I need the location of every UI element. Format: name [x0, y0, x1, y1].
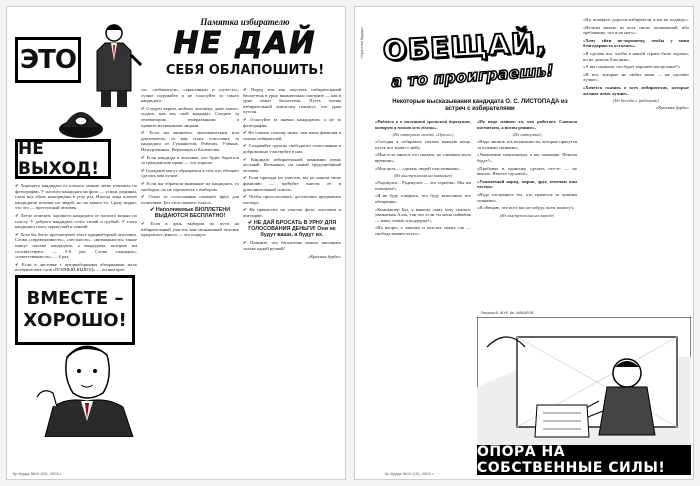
left-page [6, 6, 346, 480]
page-footer: Кр.бурда №10 (15), 2003 г. [13, 471, 62, 476]
left-header [147, 17, 343, 78]
page-footer: Кр.бурда №10 (15), 2003 г. [385, 471, 434, 476]
quote: «А вы слышали, что будет хорошее настроение?» [583, 64, 681, 70]
quote: «Нельзы махать из всех своих полномочий, ибо требование, что я не могу». [583, 24, 689, 36]
right-column-1 [375, 119, 471, 475]
paragraph: ✔ Отказ от голосования означает вред для политиков. Без этого вашего голоса. [141, 194, 239, 205]
paragraph: ✔ Граждане могут обращаться к тем, кто обещает сделать вам лучше. [141, 167, 239, 179]
quote: «Я обещаю, что всех вас не забуду, всем помогу!» [477, 205, 575, 211]
paragraph: ✔ Если кандидат в листовке, что будет бороться за гражданские права — это хорошо. [141, 154, 239, 166]
paragraph: ✔ Если вы являетесь экономическим или дипломатом, то вам стоит голосовать за кандидата от Гуманистов, Рабочих, Учёных, Нетоделенных, Верующих и Казачества. [141, 130, 239, 152]
quote: «Не надо менять то, что работает. Сначала посчитаем, а потом решим». [477, 119, 577, 130]
quote-source: (Из интервью газете «Ореол») [392, 132, 454, 138]
paragraph: ✔ Кандидат избирательной компании очень честный. Возможно, он самый трудолюбивый человек. [243, 156, 341, 173]
quote: «Надо лишить тех возможности, которые прячутся за чужими спинами». [477, 139, 577, 150]
paragraph: ✔ Если в день выборов по пути на избирательный участок вам незнакомый человек предлагает деньги — это подкуп. [141, 221, 239, 238]
paragraph: ✔ Не ставьте галочку ниже, чем ваша фамилия в списке избирателей. [243, 130, 341, 141]
section-header: ✔ НЕ ДАЙ БРОСАТЬ В УРНУ ДЛЯ ГОЛОСОВАНИЯ ДЕНЬГИ! Они не будут ваши, а будут их. [247, 220, 337, 239]
paragraph: ✔ Следует верить любому человеку, даже такого, ходите, как мы свой кандидат. Следите за телевизором, генеральными и правительственными лицами. [141, 105, 239, 128]
quote-source: (Из интервью) [512, 132, 542, 138]
vertical-label: «Красная бурда» [359, 27, 364, 59]
badge-vmeste-line2: ХОРОШО! [23, 310, 127, 331]
page-title-line2: а то проиграешь! [390, 60, 555, 91]
paragraph: ✔ Не приносите на участок фото, листовки и агитацию. [243, 207, 341, 218]
paragraph: ✔ Если в листовке с предвыборными обещаниями мало истерических слов «ПОЛНЫЙ ВЫВОД» — он вам врёт. [15, 261, 137, 273]
page-title: НЕ ДАЙ [173, 26, 317, 61]
paragraph: ✔ Если приходя на участок, вы не нашли свою фамилию — требуйте внести её в дополнительный список. [243, 175, 341, 192]
quote: «Родился я в маленькой уральской деревушке, которую я помню всю жизнь». [375, 119, 471, 130]
paragraph: ✔ Голосуйте за живых кандидатов, а не за фотографии. [243, 116, 341, 128]
section-header: ✔ Наполняемые БЮЛЛЕТЕНИ ВЫДАЮТСЯ БЕСПЛАТНО! [149, 207, 231, 220]
quote: «Уважаемый народ, моряк, друг, отвечаю вам честно» [477, 178, 577, 190]
left-column-1 [15, 183, 137, 271]
quote: «Пробовал в одиночку сделать что-то — не вышло. Вместе сделаем!» [477, 165, 577, 177]
paragraph: ✔ Легче отличить хорошего кандидата от плохого можно по голосу. У доброго кандидата голос тихий и грубый. У злого кандидата голос скрипучий и тонкий. [15, 212, 137, 230]
paragraph: ✔ Чтобы проголосовать, достаточно предъявить паспорт. [243, 194, 341, 205]
paragraph: ✔ Хотя бы бегло просмотрите текст предвыборной листовки. Слова «справедливость», «честность», «возможности» также пишут плохие кандидаты, а кандидаты, которые им соответствуют — 5-6 раз. Слова «порядок», «ответственность» — 6 раз. [15, 231, 137, 260]
quote: «Ну, поверьте, дорогие избиратели, я вас не подведу». [583, 17, 689, 22]
right-page [354, 6, 694, 480]
paragraph: ✔ Перед тем как опустить избирательный бюллетень в урну, внимательно смотрите — как в урне лежат бюллетени. Пусть члены избирательной комиссии покажут, что урна пустая. [243, 87, 341, 115]
cartoon-illustration [477, 317, 691, 445]
quote: «Хочется сказать о всех избирателях, которые желают жить лучше». [583, 84, 689, 96]
paragraph: та», «избавиться», «крысиным» и «сучесть», лучше подумайте и не голосуйте за такого кандидата. [141, 87, 239, 104]
banner: ОПОРА НА СОБСТВЕННЫЕ СИЛЫ! [477, 445, 691, 475]
badge-ne-vyhod: НЕ ВЫХОД! [15, 139, 111, 179]
quote: «На вопрос о законах и властях скажу так — свобода важнее всего». [375, 225, 471, 236]
quote: «И все, которые не любят меня — не сделают лучше». [583, 71, 689, 83]
right-column-2 [477, 119, 577, 305]
signature: «Красная бурда» [655, 105, 689, 111]
quote-source: (Из беседы с рабочими) [612, 98, 660, 104]
man-portrait-illustration [27, 337, 145, 437]
badge-vmeste [15, 275, 135, 345]
quote-source: (Из выступления на заводе) [499, 212, 555, 218]
paragraph: ✔ Создавайте группы свободного голосования и добровольно участвуйте в них. [243, 143, 341, 154]
quote: «Моя цель — сделать людей счастливыми». [375, 165, 461, 171]
badge-eto: ЭТО [15, 37, 81, 83]
quote-source: (Из выступления на митинге) [393, 173, 453, 179]
left-column-2 [141, 87, 239, 475]
quote: «Я сделаю все, чтобы в нашей стране было хорошо, но не дальше Ельцина». [583, 50, 689, 62]
quote: «Компьютер Баз, я вашему сыну хочу сказать: уважаемая Алла, так что если ты меня поймёшь — вашу семью я поддержу!» [375, 206, 471, 223]
signature: «Красная бурда» [307, 253, 341, 259]
page-subtitle: Некоторые высказывания кандидата О. С. ЛИСТОПАДА из встреч с избирателями [392, 99, 568, 112]
left-column-3 [243, 87, 341, 475]
quote: «Сегодня я собираюсь сказать важную вещь, пусть все знают о ней». [375, 139, 471, 150]
paragraph: ✔ Если вы обратили внимание на кандидата, то свободно, но не торопитесь с выбором. [141, 180, 239, 192]
kicker: Памятка избирателю [200, 17, 290, 27]
cartoon-caption: Рисунок В. ЖУК, Ан. МАКАРОВ [481, 311, 534, 315]
badge-vmeste-line1: ВМЕСТЕ – [26, 288, 124, 309]
hat-illustration [51, 101, 111, 141]
page-title: ОБЕЩАЙ, [382, 25, 548, 68]
paragraph: ✔ Помните, что бюллетень можно заполнить только одной ручкой! [243, 240, 341, 252]
quote: «Уважаемые пенсионеры, я вас понимаю. Пенсии будут!» [477, 152, 577, 163]
right-column-3 [583, 17, 689, 309]
page-subtitle: СЕБЯ ОБЛАПОШИТЬ! [165, 63, 325, 78]
paragraph: ✔ Хорошего кандидата от плохого можно легко отличить по фотографии. У плохого кандидата на фото — усики, родинки, глаза под лбом, наморщены в углу рта. Иногда лица плохих кандидатов похожи на людей, но на какого-то. Сразу видно, что это — преступный человек. [15, 183, 137, 211]
quote: «Надо отстранить тех, кто прячется за чужими спинами». [477, 191, 577, 203]
quote: «Мне есть многое что сказать, но слишком мало времени». [375, 152, 471, 163]
quote: «Я не буду говорить, что буду выполнять все обещания». [375, 193, 471, 204]
quote: «Хочу уйти по-хорошему, чтобы у меня благодарность осталась». [583, 37, 689, 49]
quote: «Радикулит... Радикулит — это серьёзно. Мы им поможем!» [375, 180, 471, 191]
businessman-illustration [83, 21, 145, 107]
